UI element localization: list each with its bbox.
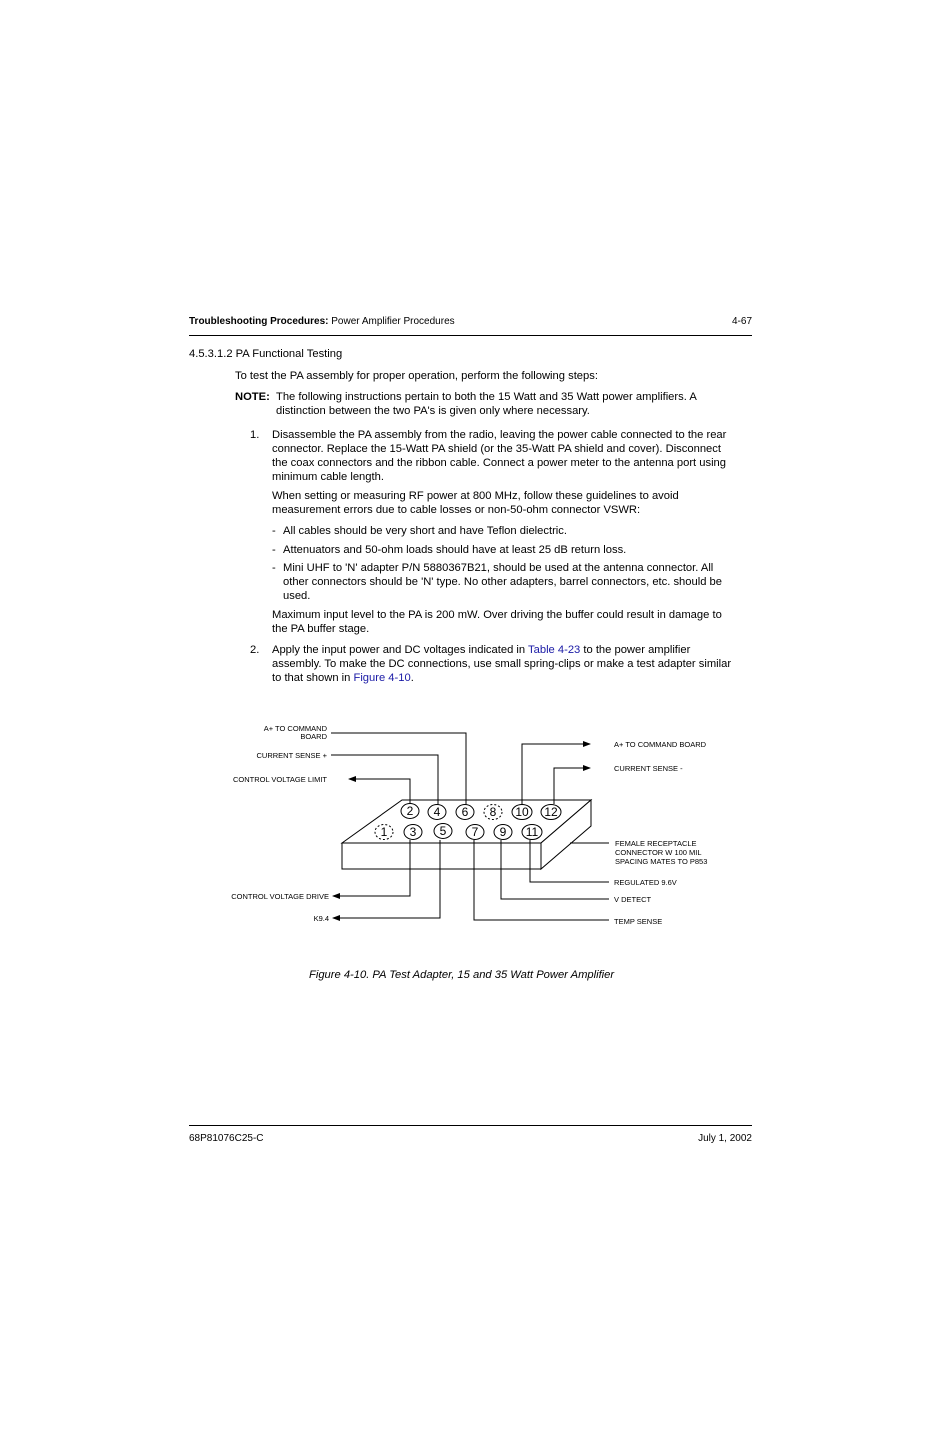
pin-label: 7 — [471, 825, 479, 839]
label-temp-sense: TEMP SENSE — [614, 917, 663, 926]
label-a-plus-cmd-left-2: BOARD — [300, 732, 327, 741]
step-1-line: connector. Replace the 15-Watt PA shield (or the 35-Watt PA shield and cover). Disconnect — [272, 443, 721, 455]
pin-label: 12 — [544, 805, 558, 819]
bullet-dash: - — [272, 544, 276, 556]
step-2-line-2: assembly. To make the DC connections, use small spring-clips or make a test adapter similar — [272, 658, 732, 670]
bullet-dash: - — [272, 525, 276, 537]
pin-label: 11 — [525, 825, 539, 839]
pin-label: 2 — [406, 804, 414, 818]
label-a-plus-cmd-left-1: A+ TO COMMAND — [263, 724, 327, 733]
doc-number: 68P81076C25-C — [189, 1133, 264, 1144]
pin-label: 4 — [433, 805, 441, 819]
leader-current-sense-minus — [554, 768, 590, 804]
note-line-2: distinction between the two PA's is given only where necessary. — [276, 405, 590, 417]
pin-label: 5 — [439, 824, 447, 838]
label-female-3: SPACING MATES TO P853 — [615, 857, 708, 866]
step-1-line: the coax connectors and the ribbon cable. Connect a power meter to the antenna port using — [272, 457, 727, 469]
rf-guidelines-line: When setting or measuring RF power at 800 MHz, follow these guidelines to avoid — [272, 490, 679, 502]
step-2-text-c: to that shown in — [272, 672, 354, 684]
figure-4-10-link[interactable]: Figure 4-10 — [353, 672, 411, 684]
label-female-1: FEMALE RECEPTACLE — [615, 839, 697, 848]
leader-a-plus-right — [522, 744, 590, 804]
page-footer — [189, 1133, 752, 1144]
label-current-sense-minus: CURRENT SENSE - — [614, 764, 683, 773]
footer-rule — [189, 1125, 752, 1126]
page-number: 4-67 — [731, 316, 752, 327]
table-4-23-link[interactable]: Table 4-23 — [528, 644, 581, 656]
pin-label: 1 — [380, 825, 388, 839]
rf-guidelines-line: measurement errors due to cable losses or non-50-ohm connector VSWR: — [272, 504, 641, 516]
pin-label: 9 — [499, 825, 507, 839]
note-line-1: The following instructions pertain to both the 15 Watt and 35 Watt power amplifiers. A — [276, 391, 697, 403]
pin-label: 8 — [489, 805, 497, 819]
note-label: NOTE: — [235, 391, 270, 403]
label-control-voltage-limit: CONTROL VOLTAGE LIMIT — [232, 775, 327, 784]
step-1-number: 1. — [250, 429, 260, 441]
step-2-text-d: . — [410, 672, 414, 684]
bullet-dash: - — [272, 562, 276, 574]
section-title: 4.5.3.1.2 PA Functional Testing — [189, 348, 343, 360]
bullet-line: Attenuators and 50-ohm loads should have at least 25 dB return loss. — [283, 544, 627, 556]
doc-date: July 1, 2002 — [698, 1133, 752, 1144]
step-1-line: minimum cable length. — [272, 471, 384, 483]
label-regulated: REGULATED 9.6V — [614, 878, 677, 887]
step-1-line: Disassemble the PA assembly from the radio, leaving the power cable connected to the rear — [272, 429, 727, 441]
step-2-text-b: to the power amplifier — [580, 644, 691, 656]
max-input-line: Maximum input level to the PA is 200 mW. Over driving the buffer could result in damage to — [272, 609, 722, 621]
label-a-plus-cmd-right: A+ TO COMMAND BOARD — [614, 740, 707, 749]
leader-a-plus-left — [331, 733, 466, 804]
header-section-bold: Troubleshooting Procedures: — [189, 316, 329, 327]
bullet-line: used. — [283, 590, 311, 602]
bullet-line: Mini UHF to 'N' adapter P/N 5880367B21, should be used at the antenna connector. All — [283, 562, 714, 574]
max-input-line: the PA buffer stage. — [272, 623, 370, 635]
step-2-text-a: Apply the input power and DC voltages indicated in — [272, 644, 529, 656]
label-female-2: CONNECTOR W 100 MIL — [615, 848, 702, 857]
label-k94: K9.4 — [313, 914, 329, 923]
intro-text: To test the PA assembly for proper operation, perform the following steps: — [235, 370, 598, 382]
label-control-voltage-drive: CONTROL VOLTAGE DRIVE — [231, 892, 329, 901]
bullet-line: All cables should be very short and have Teflon dielectric. — [283, 525, 567, 537]
header-section-rest: Power Amplifier Procedures — [328, 316, 455, 327]
step-2-number: 2. — [250, 644, 260, 656]
pin-label: 10 — [515, 805, 529, 819]
bullet-line: other connectors should be 'N' type. No other adapters, barrel connectors, etc. should be — [283, 576, 722, 588]
pin-label: 6 — [461, 805, 469, 819]
pin-label: 3 — [409, 825, 417, 839]
label-v-detect: V DETECT — [614, 895, 652, 904]
leader-control-voltage-limit — [349, 779, 410, 803]
label-current-sense-plus: CURRENT SENSE + — [256, 751, 327, 760]
figure-caption: Figure 4-10. PA Test Adapter, 15 and 35 Watt Power Amplifier — [309, 969, 615, 981]
connector-front-face — [342, 843, 541, 869]
